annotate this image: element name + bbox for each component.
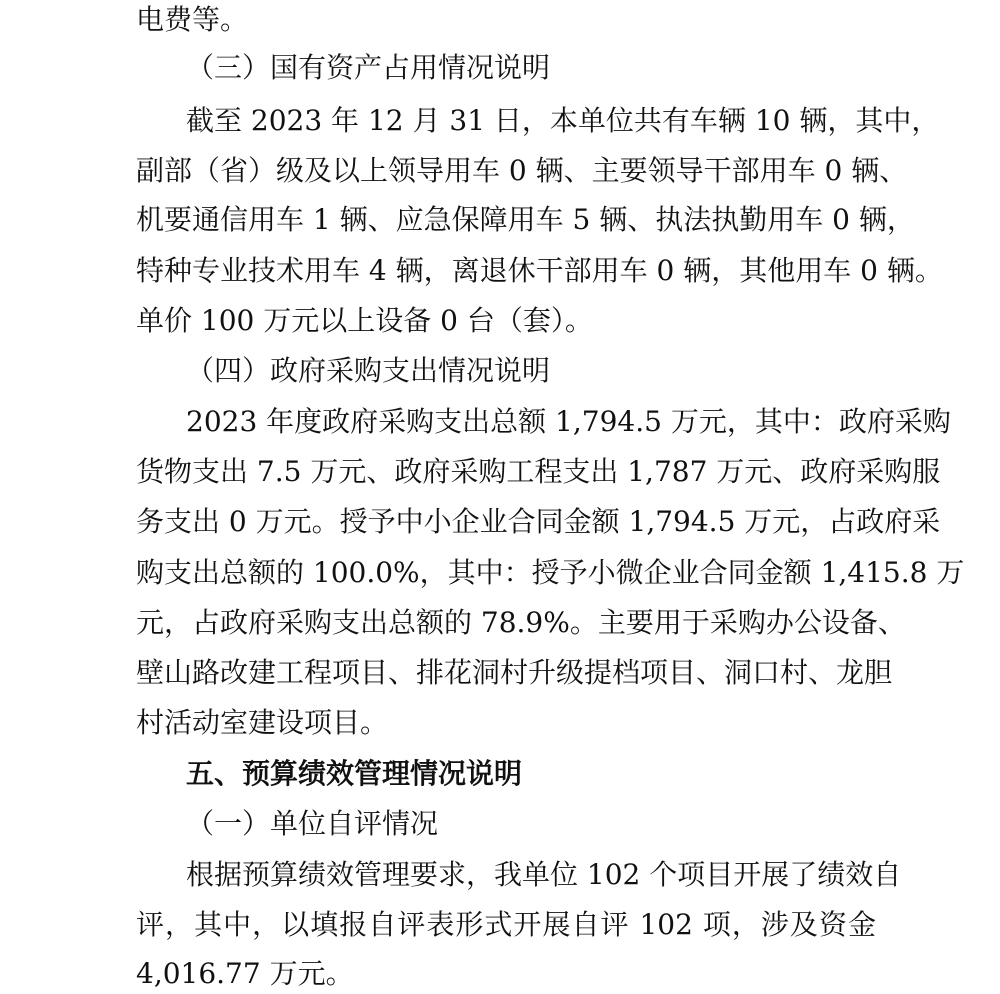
- paragraph-line: 特种专业技术用车 4 辆，离退休干部用车 0 辆，其他用车 0 辆。: [136, 254, 943, 287]
- paragraph-line: 机要通信用车 1 辆、应急保障用车 5 辆、执法执勤用车 0 辆，: [136, 203, 915, 236]
- paragraph-line: 评，其中，以填报自评表形式开展自评 102 项，涉及资金: [136, 908, 876, 941]
- paragraph-line: 截至 2023 年 12 月 31 日，本单位共有车辆 10 辆，其中，: [186, 104, 940, 137]
- section-heading-performance: 五、预算绩效管理情况说明: [186, 757, 523, 790]
- paragraph-line: 根据预算绩效管理要求，我单位 102 个项目开展了绩效自: [186, 858, 902, 891]
- paragraph-line: 购支出总额的 100.0%，其中：授予小微企业合同金额 1,415.8 万: [136, 556, 965, 589]
- paragraph-line: 单价 100 万元以上设备 0 台（套）。: [136, 304, 593, 337]
- paragraph-line: 4,016.77 万元。: [136, 957, 354, 990]
- paragraph-line: 元，占政府采购支出总额的 78.9%。主要用于采购办公设备、: [136, 606, 906, 639]
- paragraph-line: 副部（省）级及以上领导用车 0 辆、主要领导干部用车 0 辆、: [136, 154, 908, 187]
- paragraph-line: 务支出 0 万元。授予中小企业合同金额 1,794.5 万元，占政府采: [136, 505, 941, 538]
- section-heading-procurement: （四）政府采购支出情况说明: [186, 354, 551, 387]
- subsection-heading-self-evaluation: （一）单位自评情况: [186, 807, 439, 840]
- section-heading-assets: （三）国有资产占用情况说明: [186, 51, 551, 84]
- paragraph-line: 电费等。: [136, 3, 249, 36]
- paragraph-line: 货物支出 7.5 万元、政府采购工程支出 1,787 万元、政府采购服: [136, 455, 941, 488]
- paragraph-line: 壁山路改建工程项目、排花洞村升级提档项目、洞口村、龙胆: [136, 656, 893, 689]
- paragraph-line: 2023 年度政府采购支出总额 1,794.5 万元，其中：政府采购: [186, 405, 951, 438]
- paragraph-line: 村活动室建设项目。: [136, 706, 389, 739]
